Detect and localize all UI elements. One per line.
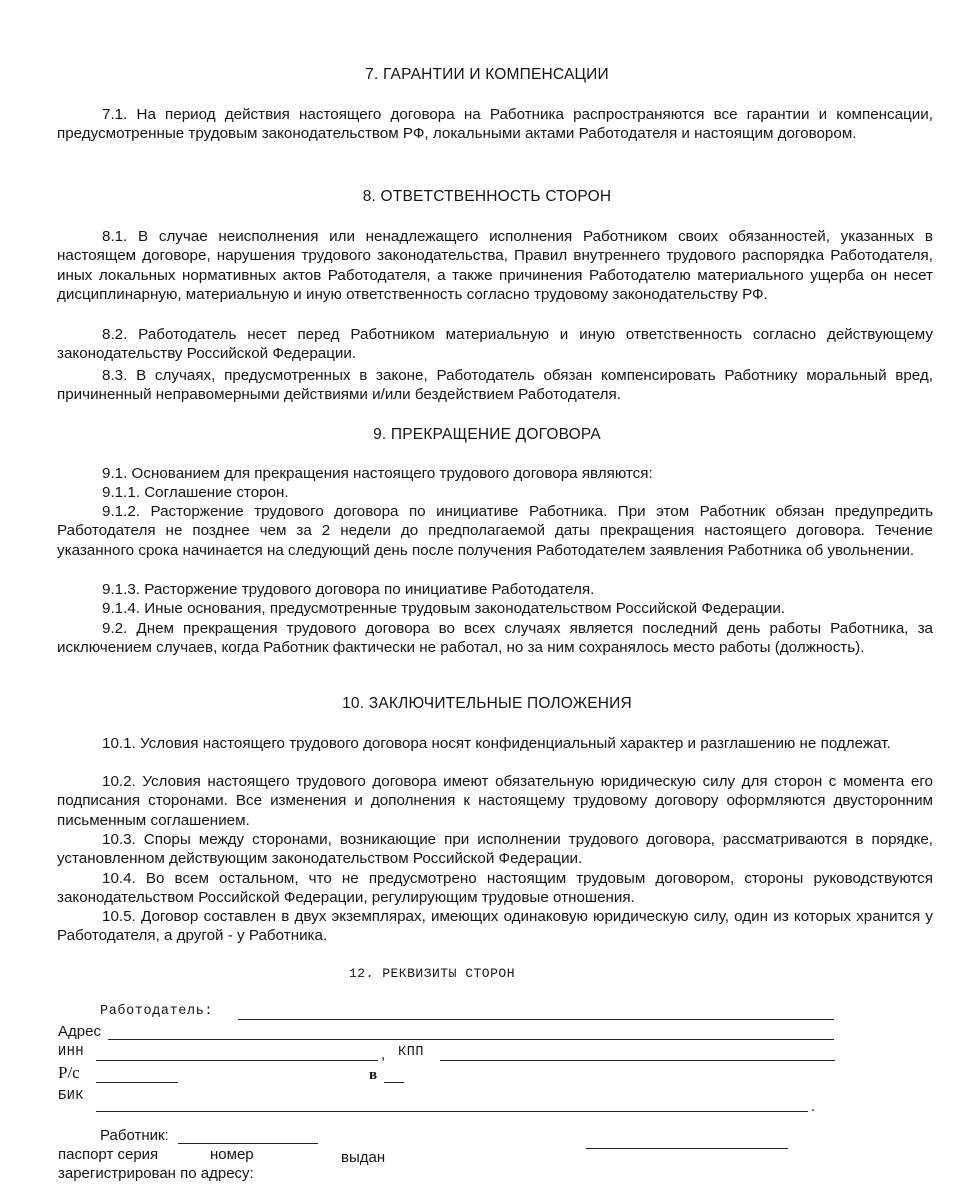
paragraph-9-1-3: 9.1.3. Расторжение трудового договора по инициативе Работодателя.: [102, 581, 595, 598]
address-line[interactable]: [108, 1039, 834, 1040]
section-10-title: 10. ЗАКЛЮЧИТЕЛЬНЫЕ ПОЛОЖЕНИЯ: [342, 695, 632, 712]
paragraph-10-3: 10.3. Споры между сторонами, возникающие при исполнении трудового договора, рассматриваются в порядке, установленном действующим законодательством Российской Федерации.: [57, 831, 933, 868]
paragraph-8-1: 8.1. В случае неисполнения или ненадлежащего исполнения Работником своих обязанностей, указанных в настоящем договоре, нарушения трудового законодательства, Правил внутреннего трудового распорядка Работодателя, иных локальных нормативных актов Работодателя, а также причинения Работодателю материального ущерба он несет дисциплинарную, материальную и иную ответственность согласно трудовому законодательству РФ.: [57, 228, 933, 303]
registered-address-label: зарегистрирован по адресу:: [58, 1165, 254, 1182]
bik-label: БИК: [58, 1089, 85, 1104]
paragraph-9-1-1: 9.1.1. Соглашение сторон.: [102, 484, 289, 501]
bik-end-dot: .: [811, 1098, 816, 1115]
inn-separator: ,: [381, 1046, 386, 1063]
employer-line[interactable]: [238, 1019, 834, 1020]
paragraph-9-1-2: 9.1.2. Расторжение трудового договора по инициативе Работника. При этом Работник обязан предупредить Работодателя не позднее чем за 2 недели до предполагаемой даты прекращения настоящего договора. Течение указанного срока начинается на следующий день после получения Работодателем заявления Работника об увольнении.: [57, 503, 933, 559]
address-label: Адрес: [58, 1023, 101, 1040]
employee-line[interactable]: [178, 1143, 318, 1144]
paragraph-9-1-4: 9.1.4. Иные основания, предусмотренные трудовым законодательством Российской Федерации.: [102, 600, 786, 617]
paragraph-10-4: 10.4. Во всем остальном, что не предусмотрено настоящим трудовым договором, стороны руководствуются законодательством Российской Федерации, регулирующим трудовые отношения.: [57, 870, 933, 907]
paragraph-10-1: 10.1. Условия настоящего трудового договора носят конфиденциальный характер и разглашению не подлежат.: [102, 735, 891, 752]
bank-in-label: в: [369, 1067, 378, 1083]
paragraph-10-5: 10.5. Договор составлен в двух экземплярах, имеющих одинаковую юридическую силу, один из которых хранится у Работодателя, а другой - у Работника.: [57, 908, 933, 945]
rs-label: Р/с: [58, 1063, 80, 1082]
section-9-title: 9. ПРЕКРАЩЕНИЕ ДОГОВОРА: [373, 426, 601, 443]
passport-number-label: номер: [210, 1146, 254, 1163]
section-7-title: 7. ГАРАНТИИ И КОМПЕНСАЦИИ: [365, 66, 609, 83]
issued-by-line[interactable]: [586, 1148, 788, 1149]
paragraph-8-2: 8.2. Работодатель несет перед Работником материальную и иную ответственность согласно действующему законодательству Российской Федерации.: [57, 326, 933, 363]
inn-line[interactable]: [96, 1060, 378, 1061]
employee-label: Работник:: [100, 1127, 169, 1144]
inn-label: ИНН: [58, 1045, 85, 1060]
paragraph-7-1: 7.1. На период действия настоящего договора на Работника распространяются все гарантии и компенсации, предусмотренные трудовым законодательством РФ, локальными актами Работодателя и настоящим договором.: [57, 106, 933, 143]
issued-label: выдан: [341, 1149, 386, 1166]
paragraph-8-3: 8.3. В случаях, предусмотренных в законе, Работодатель обязан компенсировать Работнику моральный вред, причиненный неправомерными действиями и/или бездействием Работодателя.: [57, 367, 933, 404]
employer-label: Работодатель:: [100, 1004, 214, 1019]
bank-line[interactable]: [384, 1082, 404, 1083]
section-8-title: 8. ОТВЕТСТВЕННОСТЬ СТОРОН: [362, 188, 612, 205]
passport-series-label: паспорт серия: [58, 1146, 159, 1163]
section-12-title: 12. РЕКВИЗИТЫ СТОРОН: [348, 966, 516, 981]
paragraph-9-1: 9.1. Основанием для прекращения настоящего трудового договора являются:: [102, 465, 653, 482]
kpp-label: КПП: [398, 1045, 425, 1060]
bik-line[interactable]: [96, 1111, 808, 1112]
rs-line[interactable]: [96, 1082, 178, 1083]
paragraph-10-2: 10.2. Условия настоящего трудового договора имеют обязательную юридическую силу для сторон с момента его подписания сторонами. Все изменения и дополнения к настоящему трудовому договору оформляются двусторонним письменным соглашением.: [57, 773, 933, 829]
paragraph-9-2: 9.2. Днем прекращения трудового договора во всех случаях является последний день работы Работника, за исключением случаев, когда Работник фактически не работал, но за ним сохранялось место работы (должность).: [57, 620, 933, 657]
kpp-line[interactable]: [440, 1060, 835, 1061]
